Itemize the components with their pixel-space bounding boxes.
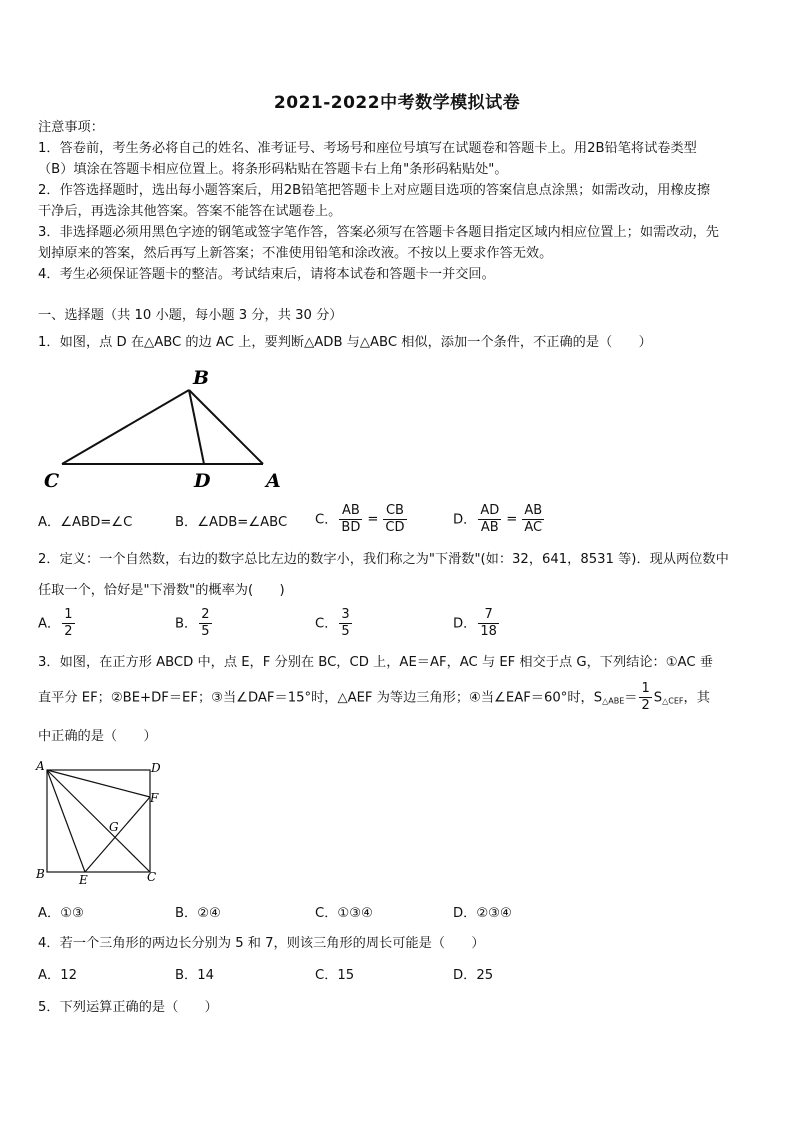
q3-option-d: D．②③④ — [453, 906, 512, 921]
q4-option-a: A．12 — [38, 968, 77, 983]
q2-option-a — [38, 607, 77, 640]
q3-option-c: C．①③④ — [315, 906, 373, 921]
fraction — [62, 607, 74, 640]
option-prefix: A． — [38, 616, 61, 632]
fraction-denominator: CD — [385, 520, 405, 535]
fraction — [639, 681, 651, 714]
point-label-b: B — [36, 867, 45, 881]
segment-ba — [189, 390, 263, 464]
point-label-d: D — [194, 470, 211, 492]
fraction — [199, 607, 211, 640]
section-heading: 一、选择题（共 10 小题，每小题 3 分，共 30 分） — [38, 308, 343, 323]
fraction-numerator: 1 — [641, 681, 650, 696]
exam-title: 2021-2022中考数学模拟试卷 — [273, 93, 521, 113]
fraction-numerator: 2 — [201, 607, 210, 622]
option-prefix: D． — [453, 616, 477, 632]
equals-sign: = — [367, 511, 379, 527]
fraction — [339, 607, 351, 640]
segment-af — [47, 770, 150, 797]
segment-ae — [47, 770, 85, 872]
q3-stem: 3．如图，在正方形 ABCD 中，点 E，F 分别在 BC，CD 上，AE＝AF，AC 与 EF 相交于点 G，下列结论：①AC 垂 — [38, 655, 713, 670]
segment-bd — [189, 390, 204, 464]
q3-option-a: A．①③ — [38, 906, 84, 921]
q2-stem-continued: 任取一个，恰好是"下滑数"的概率为( ) — [38, 583, 285, 598]
q3-stem-continued — [38, 681, 710, 719]
q1-triangle-figure — [38, 362, 298, 494]
fraction-denominator: 5 — [201, 624, 210, 639]
fraction-denominator: AC — [524, 520, 543, 535]
fraction-denominator: 2 — [64, 624, 73, 639]
notice-line: 1．答卷前，考生务必将自己的姓名、准考证号、考场号和座位号填写在试题卷和答题卡上。用2B铅笔将试卷类型 — [38, 141, 697, 156]
equals-sign: = — [506, 511, 518, 527]
option-prefix: D． — [453, 512, 477, 528]
option-prefix: C． — [315, 512, 338, 528]
q2-option-d — [453, 607, 501, 640]
segment-cb — [62, 390, 189, 464]
q3-square-figure — [32, 757, 172, 889]
point-label-g: G — [109, 820, 119, 834]
q4-stem: 4．若一个三角形的两边长分别为 5 和 7，则该三角形的周长可能是（ ） — [38, 936, 485, 951]
fraction-numerator: 7 — [478, 607, 499, 624]
point-label-f: F — [150, 791, 159, 805]
subscript: △ABE — [602, 696, 625, 706]
fraction-numerator: CB — [383, 503, 406, 520]
subscript: △CEF — [662, 696, 684, 706]
fraction — [339, 503, 362, 536]
q1-option-d — [453, 503, 546, 536]
point-label-a: A — [36, 759, 45, 773]
q4-option-c: C．15 — [315, 968, 355, 983]
segment-ef — [85, 797, 150, 872]
fraction — [522, 503, 544, 536]
fraction-numerator: AD — [480, 503, 500, 518]
q3-stem-text: 直平分 EF；②BE+DF＝EF；③当∠DAF＝15°时，△AEF 为等边三角形；④当∠EAF＝60°时，S — [38, 690, 603, 706]
q2-option-b — [175, 607, 214, 640]
notice-heading: 注意事项： — [38, 120, 104, 135]
q2-stem: 2．定义：一个自然数，右边的数字总比左边的数字小，我们称之为"下滑数"(如：32，641，8531 等)．现从两位数中 — [38, 552, 729, 567]
notice-line: 划掉原来的答案，然后再写上新答案；不准使用铅笔和涂改液。不按以上要求作答无效。 — [38, 246, 553, 261]
fraction-denominator: 5 — [341, 624, 350, 639]
fraction-denominator: 2 — [641, 698, 650, 713]
fraction-denominator: 18 — [480, 624, 497, 639]
q3-option-b: B．②④ — [175, 906, 221, 921]
notice-line: （B）填涂在答题卡相应位置上。将条形码粘贴在答题卡右上角"条形码粘贴处"。 — [38, 162, 508, 177]
area-symbol: S — [653, 690, 663, 706]
fraction-numerator: AB — [339, 503, 362, 520]
option-prefix: C． — [315, 616, 338, 632]
fraction — [478, 607, 499, 640]
q2-option-c — [315, 607, 354, 640]
fraction-numerator: AB — [524, 503, 543, 518]
notice-line: 4．考生必须保证答题卡的整洁。考试结束后，请将本试卷和答题卡一并交回。 — [38, 267, 495, 282]
notice-line: 2．作答选择题时，选出每小题答案后，用2B铅笔把答题卡上对应题目选项的答案信息点涂黑；如需改动，用橡皮擦 — [38, 183, 711, 198]
point-label-b: B — [193, 367, 210, 389]
q1-option-a: A．∠ABD=∠C — [38, 515, 133, 530]
q3-stem-text: ，其 — [683, 690, 710, 706]
fraction-numerator: 1 — [64, 607, 73, 622]
q1-option-b: B．∠ADB=∠ABC — [175, 515, 288, 530]
fraction-denominator: BD — [341, 520, 361, 535]
point-label-d: D — [151, 761, 161, 775]
q1-stem: 1．如图，点 D 在△ABC 的边 AC 上，要判断△ADB 与△ABC 相似，添加一个条件，不正确的是（ ） — [38, 335, 652, 350]
notice-line: 干净后，再选涂其他答案。答案不能答在试题卷上。 — [38, 204, 342, 219]
q4-option-d: D．25 — [453, 968, 494, 983]
point-label-a: A — [266, 470, 281, 492]
point-label-e: E — [79, 873, 88, 887]
option-prefix: B． — [175, 616, 198, 632]
fraction — [478, 503, 501, 536]
equals-sign: ＝ — [624, 690, 638, 706]
q1-option-c — [315, 503, 409, 536]
point-label-c: C — [44, 470, 60, 492]
fraction-denominator: AB — [480, 520, 499, 535]
q4-option-b: B．14 — [175, 968, 215, 983]
notice-line: 3．非选择题必须用黑色字迹的钢笔或签字笔作答，答案必须写在答题卡各题目指定区域内相应位置上；如需改动，先 — [38, 225, 719, 240]
q3-stem-end: 中正确的是（ ） — [38, 729, 157, 744]
point-label-c: C — [147, 870, 157, 884]
fraction-numerator: 3 — [341, 607, 350, 622]
fraction — [383, 503, 406, 536]
q5-stem: 5．下列运算正确的是（ ） — [38, 1000, 218, 1015]
